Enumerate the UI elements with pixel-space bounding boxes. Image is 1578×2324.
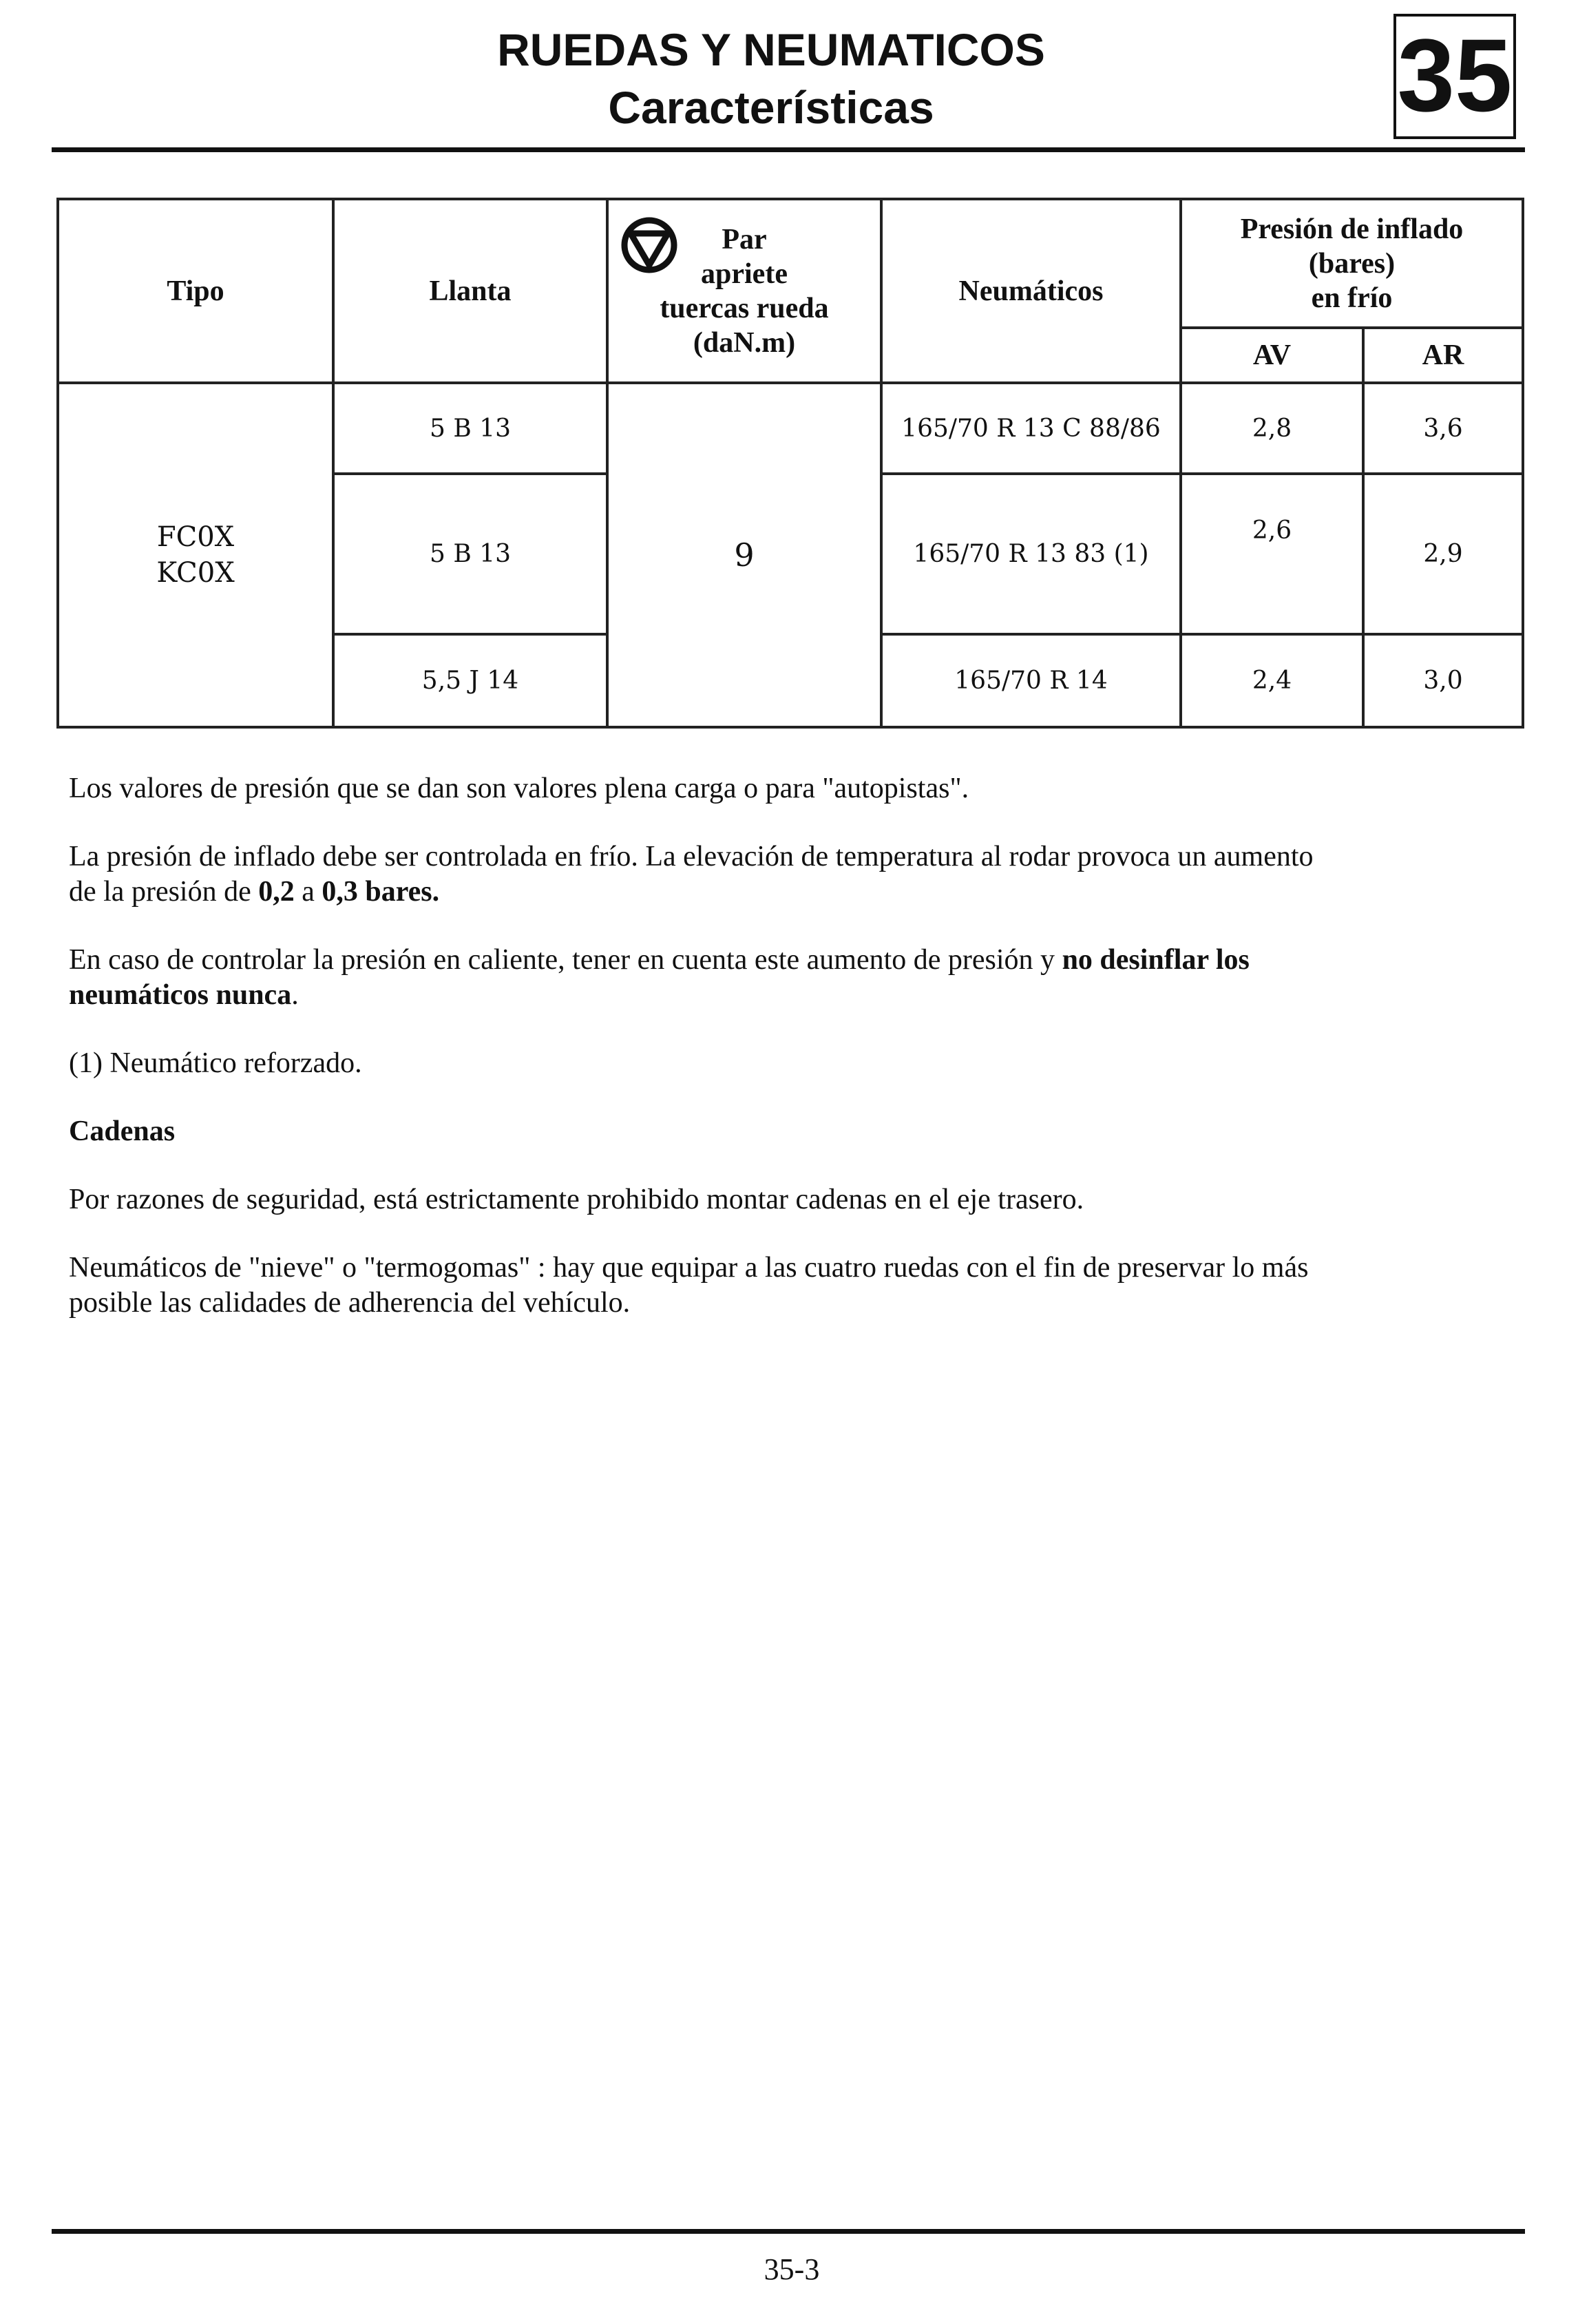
ar-cell: 3,6 [1363,383,1523,474]
par-line-2: apriete [701,258,788,290]
av-cell: 2,6 [1181,474,1363,634]
title-line-2: Características [608,82,934,133]
body-text [69,771,1473,1354]
header-ar: AR [1363,328,1523,383]
av-cell: 2,8 [1181,383,1363,474]
neumatico-cell: 165/70 R 14 [881,634,1181,727]
p2-line-1: La presión de inflado debe ser controlada en frío. La elevación de temperatura al rodar provoca un aumento [69,841,1314,872]
tire-spec-table [56,198,1524,729]
header-tipo: Tipo [58,199,333,383]
p2-bold-value-2: 0,3 bares. [322,876,440,908]
paragraph-hot-check [69,943,1473,1013]
paragraph-snow-tires [69,1250,1473,1321]
header-av: AV [1181,328,1363,383]
par-line-4: (daN.m) [693,326,796,359]
section-number-badge: 35 [1393,14,1516,139]
paragraph-cold-inflation [69,839,1473,910]
header-neumaticos: Neumáticos [881,199,1181,383]
p6-line-1: Neumáticos de "nieve" o "termogomas" : hay que equipar a las cuatro ruedas con el fin de preservar lo más [69,1252,1309,1284]
page-title [454,21,1088,136]
tipo-line-1: FC0X [156,521,235,553]
paragraph-pressure-values: Los valores de presión que se dan son valores plena carga o para "autopistas". [69,773,969,804]
p2-text: de la presión de [69,876,259,908]
title-line-1: RUEDAS Y NEUMATICOS [497,24,1045,75]
par-line-1: Par [722,223,767,255]
footer-divider [52,2229,1525,2234]
llanta-cell: 5 B 13 [333,474,607,634]
paragraph-chains-safety: Por razones de seguridad, está estrictamente prohibido montar cadenas en el eje trasero. [69,1184,1084,1215]
llanta-cell: 5,5 J 14 [333,634,607,727]
p3-text: En caso de controlar la presión en caliente, tener en cuenta este aumento de presión y [69,944,1062,976]
par-value-cell: 9 [607,383,881,727]
cadenas-heading-text: Cadenas [69,1116,176,1147]
header-llanta: Llanta [333,199,607,383]
neumatico-cell: 165/70 R 13 C 88/86 [881,383,1181,474]
p3-bold-2: neumáticos nunca [69,979,292,1011]
p3-end: . [291,979,299,1011]
torque-wrench-icon [621,217,677,273]
paragraph-footnote: (1) Neumático reforzado. [69,1047,362,1079]
p3-bold-1: no desinflar los [1062,944,1250,976]
par-line-3: tuercas rueda [660,292,829,324]
llanta-cell: 5 B 13 [333,383,607,474]
header-presion [1181,199,1523,328]
presion-line-2: (bares) [1308,247,1396,280]
presion-line-1: Presión de inflado [1240,213,1464,245]
page-number: 35-3 [764,2252,820,2286]
cadenas-heading [69,1114,1473,1149]
tipo-line-2: KC0X [156,557,235,589]
table-row [58,383,1523,474]
neumatico-cell: 165/70 R 13 83 (1) [881,474,1181,634]
ar-cell: 2,9 [1363,474,1523,634]
tipo-cell [58,383,333,727]
p2-text-a: a [294,876,322,908]
av-cell: 2,4 [1181,634,1363,727]
p6-line-2: posible las calidades de adherencia del vehículo. [69,1287,631,1319]
header-divider [52,147,1525,152]
presion-line-3: en frío [1311,282,1393,314]
header-par [607,199,881,383]
p2-bold-value-1: 0,2 [258,876,295,908]
ar-cell: 3,0 [1363,634,1523,727]
